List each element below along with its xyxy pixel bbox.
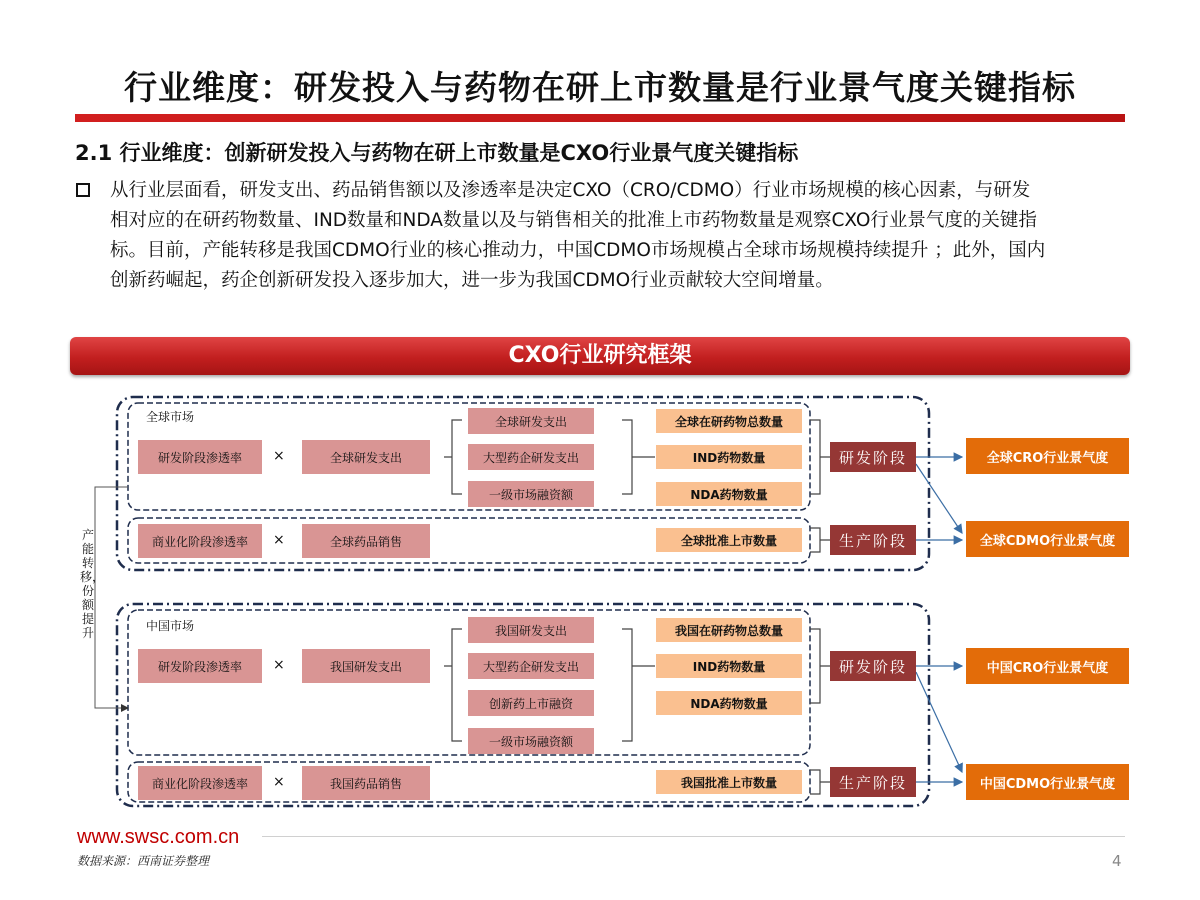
global-breakdown-item: 全球研发支出 [468, 408, 594, 434]
china-cro-output: 中国CRO行业景气度 [966, 648, 1129, 684]
china-breakdown-item: 创新药上市融资 [468, 690, 594, 716]
times-symbol: × [273, 448, 285, 464]
global-breakdown-item: 一级市场融资额 [468, 481, 594, 507]
framework-banner: CXO行业研究框架 [70, 337, 1130, 375]
global-indicator: 全球在研药物总数量 [655, 408, 803, 434]
page-title: 行业维度：研发投入与药物在研上市数量是行业景气度关键指标 [124, 68, 1076, 107]
china-breakdown-item: 我国研发支出 [468, 617, 594, 643]
china-rd-stage: 研发阶段 [830, 651, 916, 681]
china-market-label: 中国市场 [146, 619, 195, 633]
global-rd-penetration: 研发阶段渗透率 [138, 440, 262, 474]
china-rd-spend: 我国研发支出 [302, 649, 430, 683]
global-rd-stage: 研发阶段 [830, 442, 916, 472]
footer-divider [262, 836, 1125, 837]
paragraph-line: 相对应的在研药物数量、IND数量和NDA数量以及与销售相关的批准上市药物数量是观察CXO行业景气度的关键指 [110, 210, 1037, 231]
china-breakdown-item: 一级市场融资额 [468, 728, 594, 754]
global-prod-stage: 生产阶段 [830, 525, 916, 555]
global-indicator: IND药物数量 [655, 444, 803, 470]
global-prod-indicator: 全球批准上市数量 [655, 527, 803, 553]
china-prod-indicator: 我国批准上市数量 [655, 769, 803, 795]
global-market-label: 全球市场 [146, 410, 195, 424]
china-indicator: 我国在研药物总数量 [655, 617, 803, 643]
global-prod-sales: 全球药品销售 [302, 524, 430, 558]
times-symbol: × [273, 657, 285, 673]
global-prod-penetration: 商业化阶段渗透率 [138, 524, 262, 558]
china-rd-penetration: 研发阶段渗透率 [138, 649, 262, 683]
global-rd-spend: 全球研发支出 [302, 440, 430, 474]
china-breakdown-item: 大型药企研发支出 [468, 653, 594, 679]
times-symbol: × [273, 532, 285, 548]
footer-url[interactable]: www.swsc.com.cn [77, 826, 240, 848]
global-cdmo-output: 全球CDMO行业景气度 [966, 521, 1129, 557]
china-indicator: IND药物数量 [655, 653, 803, 679]
china-prod-penetration: 商业化阶段渗透率 [138, 766, 262, 800]
china-cdmo-output: 中国CDMO行业景气度 [966, 764, 1129, 800]
global-cro-output: 全球CRO行业景气度 [966, 438, 1129, 474]
global-indicator: NDA药物数量 [655, 481, 803, 507]
china-prod-sales: 我国药品销售 [302, 766, 430, 800]
china-prod-stage: 生产阶段 [830, 767, 916, 797]
paragraph-line: 从行业层面看，研发支出、药品销售额以及渗透率是决定CXO（CRO/CDMO）行业市场规模的核心因素，与研发 [110, 180, 1031, 201]
data-source: 数据来源：西南证券整理 [77, 854, 210, 868]
page-number: 4 [1112, 852, 1122, 870]
global-breakdown-item: 大型药企研发支出 [468, 444, 594, 470]
times-symbol: × [273, 774, 285, 790]
paragraph-line: 创新药崛起，药企创新研发投入逐步加大，进一步为我国CDMO行业贡献较大空间增量。 [110, 270, 834, 291]
paragraph-line: 标。目前，产能转移是我国CDMO行业的核心推动力，中国CDMO市场规模占全球市场规模持续提升 ；此外，国内 [110, 240, 1046, 261]
capacity-transfer-label: 产能转移，份额提升 [80, 528, 105, 640]
section-subtitle: 2.1 行业维度：创新研发投入与药物在研上市数量是CXO行业景气度关键指标 [75, 141, 799, 165]
china-indicator: NDA药物数量 [655, 690, 803, 716]
